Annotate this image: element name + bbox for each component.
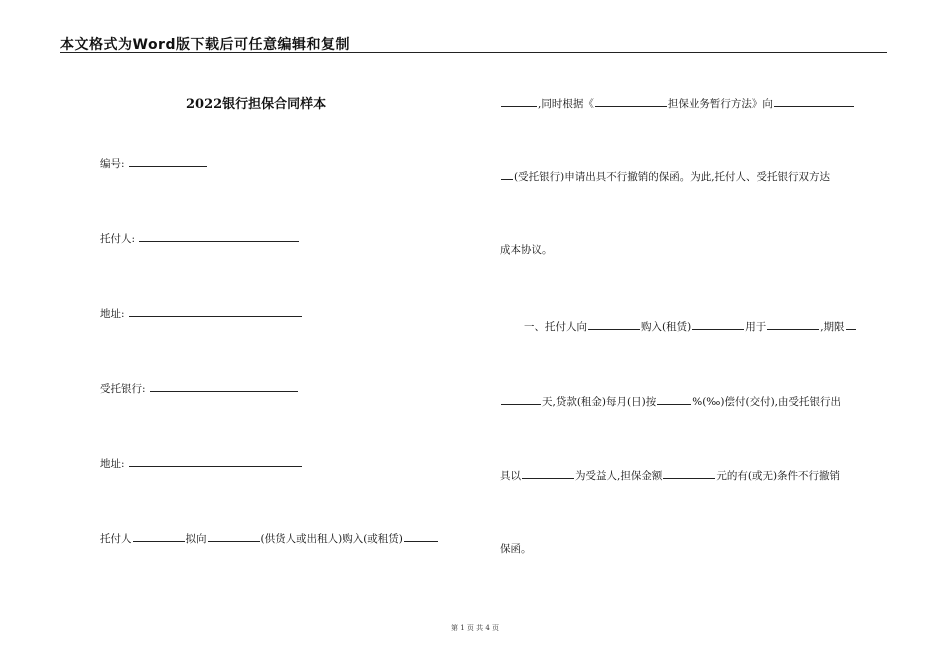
- address-line-2: [100, 455, 303, 471]
- address-label-2: 地址:: [100, 458, 125, 470]
- address-blank-1: [129, 305, 302, 317]
- right-line-1: [500, 95, 855, 111]
- number-blank: [129, 155, 207, 167]
- text-segment: (供货人或出租人)购入(或租赁): [260, 533, 403, 545]
- text-segment: 为受益人,担保金额: [575, 470, 663, 482]
- right-line-2: [500, 168, 830, 184]
- fill-blank: [404, 530, 438, 542]
- text-segment: 具以: [500, 470, 521, 482]
- fill-blank: [133, 530, 185, 542]
- address-line-1: [100, 305, 303, 321]
- text-segment: ,期限: [820, 321, 845, 333]
- right-line-3: [500, 243, 553, 257]
- text-segment: %(‰)偿付(交付),由受托银行出: [692, 396, 842, 408]
- text-segment: 保函。: [500, 543, 532, 555]
- text-segment: (受托银行)申请出具不行撤销的保函。为此,托付人、受托银行双方达: [514, 171, 831, 183]
- principal-blank: [139, 230, 299, 242]
- address-blank-2: [129, 455, 302, 467]
- right-line-7: [500, 542, 532, 556]
- number-line: [100, 155, 208, 171]
- fill-blank: [692, 318, 744, 330]
- number-label: 编号:: [100, 158, 125, 170]
- text-segment: 一、托付人向: [524, 321, 587, 333]
- text-segment: 成本协议。: [500, 244, 553, 256]
- fill-blank: [774, 95, 854, 107]
- address-label-1: 地址:: [100, 308, 125, 320]
- fill-blank: [588, 318, 640, 330]
- text-segment: 托付人: [100, 533, 132, 545]
- fill-blank: [657, 393, 691, 405]
- right-line-6: [500, 467, 840, 483]
- text-segment: 拟向: [185, 533, 207, 545]
- fill-blank: [501, 95, 537, 107]
- page-footer: 第 1 页 共 4 页: [450, 624, 500, 632]
- right-line-5: [500, 393, 841, 409]
- header-title: 本文格式为Word版下载后可任意编辑和复制: [60, 37, 350, 53]
- principal-label: 托付人:: [100, 233, 136, 245]
- fill-blank: [501, 393, 541, 405]
- fill-blank: [767, 318, 819, 330]
- paragraph-line-1: [100, 530, 439, 546]
- text-segment: 元的有(或无)条件不行撤销: [716, 470, 841, 482]
- text-segment: ,同时根据《: [538, 98, 594, 110]
- text-segment: 用于: [745, 321, 767, 333]
- bank-blank: [150, 380, 298, 392]
- text-segment: 担保业务暂行方法》向: [667, 98, 773, 110]
- bank-line: [100, 380, 299, 396]
- principal-line: [100, 230, 300, 246]
- fill-blank: [595, 95, 667, 107]
- header-divider: [60, 52, 887, 53]
- fill-blank: [663, 467, 715, 479]
- fill-blank: [522, 467, 574, 479]
- document-title: 2022银行担保合同样本: [186, 97, 327, 112]
- fill-blank: [846, 318, 856, 330]
- right-line-4: [524, 318, 857, 334]
- fill-blank: [208, 530, 260, 542]
- text-segment: 天,贷款(租金)每月(日)按: [542, 396, 657, 408]
- text-segment: 购入(租赁): [641, 321, 692, 333]
- fill-blank: [501, 168, 513, 180]
- bank-label: 受托银行:: [100, 383, 146, 395]
